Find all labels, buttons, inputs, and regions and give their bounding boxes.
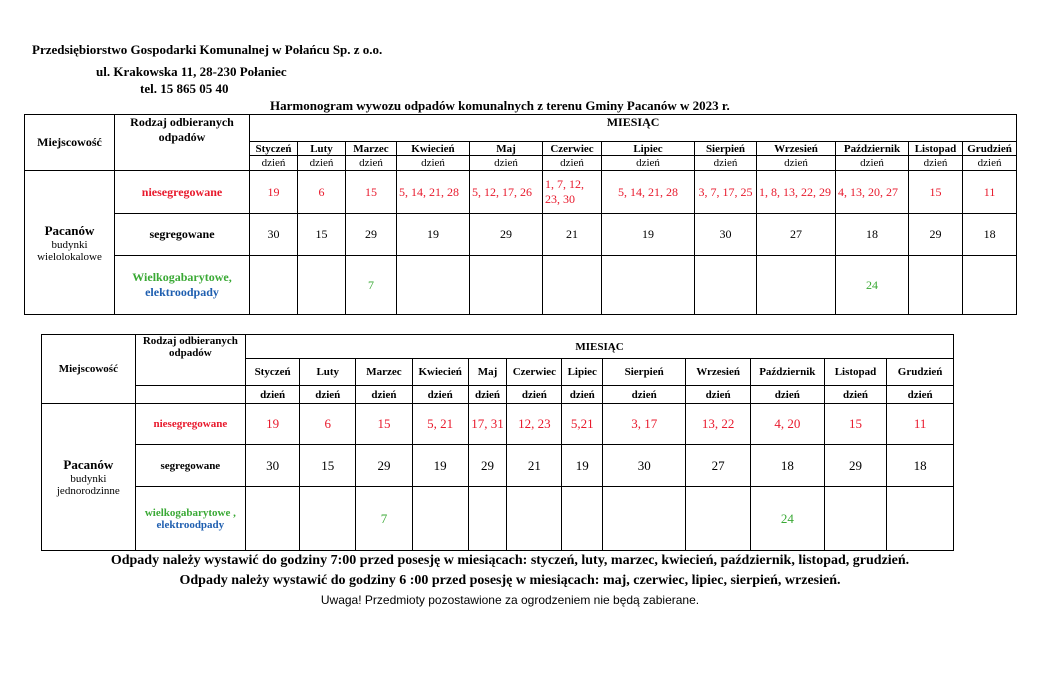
day-header: dzień xyxy=(298,156,346,171)
pickup-day: 5,21 xyxy=(562,404,603,445)
waste-type-bulky: wielkogabarytowe , xyxy=(144,506,236,519)
pickup-day: 30 xyxy=(603,445,686,487)
pickup-day: 30 xyxy=(246,445,300,487)
month-header: Październik xyxy=(836,142,909,156)
day-header: dzień xyxy=(250,156,298,171)
waste-type-label xyxy=(115,256,250,315)
pickup-day: 21 xyxy=(507,445,562,487)
month-header: Grudzień xyxy=(963,142,1017,156)
table-row-wielkogabarytowe xyxy=(25,256,1017,315)
pickup-day xyxy=(562,487,603,551)
pickup-day: 29 xyxy=(468,445,507,487)
waste-type-label: segregowane xyxy=(115,214,250,256)
month-header: Listopad xyxy=(909,142,963,156)
day-header-blank xyxy=(135,386,245,404)
table-row-segregowane xyxy=(42,445,954,487)
pickup-day: 6 xyxy=(300,404,356,445)
day-header: dzień xyxy=(543,156,602,171)
pickup-day: 27 xyxy=(686,445,751,487)
header-miejscowosc: Miejscowość xyxy=(42,335,136,404)
pickup-day xyxy=(250,256,298,315)
day-header: dzień xyxy=(602,156,695,171)
table-row-segregowane xyxy=(25,214,1017,256)
pickup-day xyxy=(470,256,543,315)
month-header: Marzec xyxy=(346,142,397,156)
day-header: dzień xyxy=(470,156,543,171)
table-row-wielkogabarytowe xyxy=(42,487,954,551)
month-header: Marzec xyxy=(356,359,412,386)
pickup-day: 3, 17 xyxy=(603,404,686,445)
pickup-day: 11 xyxy=(963,171,1017,214)
pickup-day: 30 xyxy=(695,214,757,256)
location-cell xyxy=(42,404,136,551)
pickup-day: 30 xyxy=(250,214,298,256)
pickup-day xyxy=(686,487,751,551)
company-address: ul. Krakowska 11, 28-230 Połaniec xyxy=(96,64,287,79)
month-header: Luty xyxy=(298,142,346,156)
pickup-day: 12, 23 xyxy=(507,404,562,445)
document-title: Harmonogram wywozu odpadów komunalnych z terenu Gminy Pacanów w 2023 r. xyxy=(270,98,730,113)
day-header: dzień xyxy=(963,156,1017,171)
pickup-day xyxy=(298,256,346,315)
pickup-day: 18 xyxy=(887,445,954,487)
day-header: dzień xyxy=(562,386,603,404)
header-rodzaj: Rodzaj odbieranych odpadów xyxy=(115,115,250,171)
location-sub: budynki wielolokalowe xyxy=(37,238,102,263)
company-phone: tel. 15 865 05 40 xyxy=(140,81,229,96)
note-line-2: Odpady należy wystawić do godziny 6 :00 przed posesję w miesiącach: maj, czerwiec, lipiec, sierpień, wrzesień. xyxy=(179,573,841,588)
pickup-day xyxy=(246,487,300,551)
pickup-day xyxy=(963,256,1017,315)
waste-type-label: niesegregowane xyxy=(135,404,245,445)
header-miejscowosc: Miejscowość xyxy=(25,115,115,171)
pickup-day: 24 xyxy=(750,487,824,551)
day-header: dzień xyxy=(356,386,412,404)
pickup-day xyxy=(300,487,356,551)
pickup-day: 4, 20 xyxy=(750,404,824,445)
month-header: Maj xyxy=(470,142,543,156)
month-header: Czerwiec xyxy=(507,359,562,386)
pickup-day: 29 xyxy=(824,445,886,487)
pickup-day xyxy=(909,256,963,315)
waste-type-electro: elektroodpady xyxy=(145,285,219,299)
month-header: Czerwiec xyxy=(543,142,602,156)
pickup-day xyxy=(824,487,886,551)
pickup-day: 7 xyxy=(356,487,412,551)
pickup-day: 19 xyxy=(562,445,603,487)
note-line-1: Odpady należy wystawić do godziny 7:00 przed posesję w miesiącach: styczeń, luty, marzec, kwiecień, październik, listopad, grudzień. xyxy=(110,553,910,568)
pickup-day: 29 xyxy=(356,445,412,487)
pickup-day: 19 xyxy=(602,214,695,256)
pickup-day: 19 xyxy=(397,214,470,256)
location-cell xyxy=(25,171,115,315)
pickup-day: 5, 14, 21, 28 xyxy=(397,171,470,214)
pickup-day xyxy=(543,256,602,315)
month-header: Lipiec xyxy=(602,142,695,156)
pickup-day xyxy=(603,487,686,551)
header-miesiac: MIESIĄC xyxy=(250,115,1017,142)
waste-type-label xyxy=(135,487,245,551)
pickup-day: 24 xyxy=(836,256,909,315)
day-header-row xyxy=(42,386,954,404)
day-header: dzień xyxy=(346,156,397,171)
pickup-day: 3, 7, 17, 25 xyxy=(695,171,757,214)
month-header: Grudzień xyxy=(887,359,954,386)
day-header: dzień xyxy=(507,386,562,404)
day-header: dzień xyxy=(824,386,886,404)
day-header: dzień xyxy=(412,386,468,404)
note-warning: Uwaga! Przedmioty pozostawione za ogrodzeniem nie będą zabierane. xyxy=(320,593,700,607)
table-row-niesegregowane xyxy=(42,404,954,445)
pickup-day xyxy=(602,256,695,315)
waste-type-label: niesegregowane xyxy=(115,171,250,214)
day-header: dzień xyxy=(695,156,757,171)
month-header: Wrzesień xyxy=(686,359,751,386)
day-header: dzień xyxy=(686,386,751,404)
day-header: dzień xyxy=(397,156,470,171)
month-header: Wrzesień xyxy=(757,142,836,156)
pickup-day: 19 xyxy=(250,171,298,214)
month-header: Sierpień xyxy=(695,142,757,156)
month-header: Kwiecień xyxy=(397,142,470,156)
day-header: dzień xyxy=(887,386,954,404)
pickup-day: 19 xyxy=(246,404,300,445)
location-sub: budynki jednorodzinne xyxy=(56,473,120,497)
pickup-day: 15 xyxy=(909,171,963,214)
day-header: dzień xyxy=(836,156,909,171)
pickup-day: 13, 22 xyxy=(686,404,751,445)
day-header: dzień xyxy=(300,386,356,404)
day-header: dzień xyxy=(909,156,963,171)
pickup-day xyxy=(507,487,562,551)
pickup-day: 15 xyxy=(298,214,346,256)
pickup-day: 15 xyxy=(346,171,397,214)
pickup-day: 5, 21 xyxy=(412,404,468,445)
pickup-day: 5, 12, 17, 26 xyxy=(470,171,543,214)
pickup-day: 15 xyxy=(356,404,412,445)
pickup-day xyxy=(468,487,507,551)
pickup-day: 29 xyxy=(346,214,397,256)
month-header: Maj xyxy=(468,359,507,386)
pickup-day xyxy=(412,487,468,551)
pickup-day: 29 xyxy=(909,214,963,256)
waste-type-electro: elektroodpady xyxy=(156,518,225,531)
month-header: Kwiecień xyxy=(412,359,468,386)
day-header: dzień xyxy=(757,156,836,171)
month-header: Styczeń xyxy=(246,359,300,386)
header-rodzaj: Rodzaj odbieranych odpadów xyxy=(135,335,245,386)
table-row-niesegregowane xyxy=(25,171,1017,214)
month-header: Listopad xyxy=(824,359,886,386)
company-name: Przedsiębiorstwo Gospodarki Komunalnej w Połańcu Sp. z o.o. xyxy=(32,42,383,57)
location-name: Pacanów xyxy=(63,457,114,472)
pickup-day: 21 xyxy=(543,214,602,256)
pickup-day: 18 xyxy=(836,214,909,256)
pickup-day: 29 xyxy=(470,214,543,256)
pickup-day xyxy=(397,256,470,315)
waste-type-bulky: Wielkogabarytowe, xyxy=(132,270,232,284)
month-header: Luty xyxy=(300,359,356,386)
pickup-day xyxy=(887,487,954,551)
month-header: Lipiec xyxy=(562,359,603,386)
pickup-day: 7 xyxy=(346,256,397,315)
month-header: Styczeń xyxy=(250,142,298,156)
day-header: dzień xyxy=(750,386,824,404)
pickup-day: 5, 14, 21, 28 xyxy=(602,171,695,214)
pickup-day xyxy=(695,256,757,315)
schedule-table-multifamily xyxy=(24,114,1017,315)
pickup-day: 17, 31 xyxy=(468,404,507,445)
month-header: Październik xyxy=(750,359,824,386)
header-miesiac: MIESIĄC xyxy=(246,335,954,359)
day-header: dzień xyxy=(468,386,507,404)
pickup-day: 4, 13, 20, 27 xyxy=(836,171,909,214)
pickup-day: 1, 7, 12, 23, 30 xyxy=(543,171,602,214)
day-header: dzień xyxy=(603,386,686,404)
pickup-day: 18 xyxy=(963,214,1017,256)
pickup-day xyxy=(757,256,836,315)
pickup-day: 1, 8, 13, 22, 29 xyxy=(757,171,836,214)
pickup-day: 11 xyxy=(887,404,954,445)
pickup-day: 19 xyxy=(412,445,468,487)
location-name: Pacanów xyxy=(44,222,95,238)
schedule-table-singlefamily xyxy=(41,334,954,551)
day-header: dzień xyxy=(246,386,300,404)
pickup-day: 6 xyxy=(298,171,346,214)
pickup-day: 27 xyxy=(757,214,836,256)
pickup-day: 15 xyxy=(824,404,886,445)
pickup-day: 15 xyxy=(300,445,356,487)
waste-type-label: segregowane xyxy=(135,445,245,487)
month-header: Sierpień xyxy=(603,359,686,386)
pickup-day: 18 xyxy=(750,445,824,487)
